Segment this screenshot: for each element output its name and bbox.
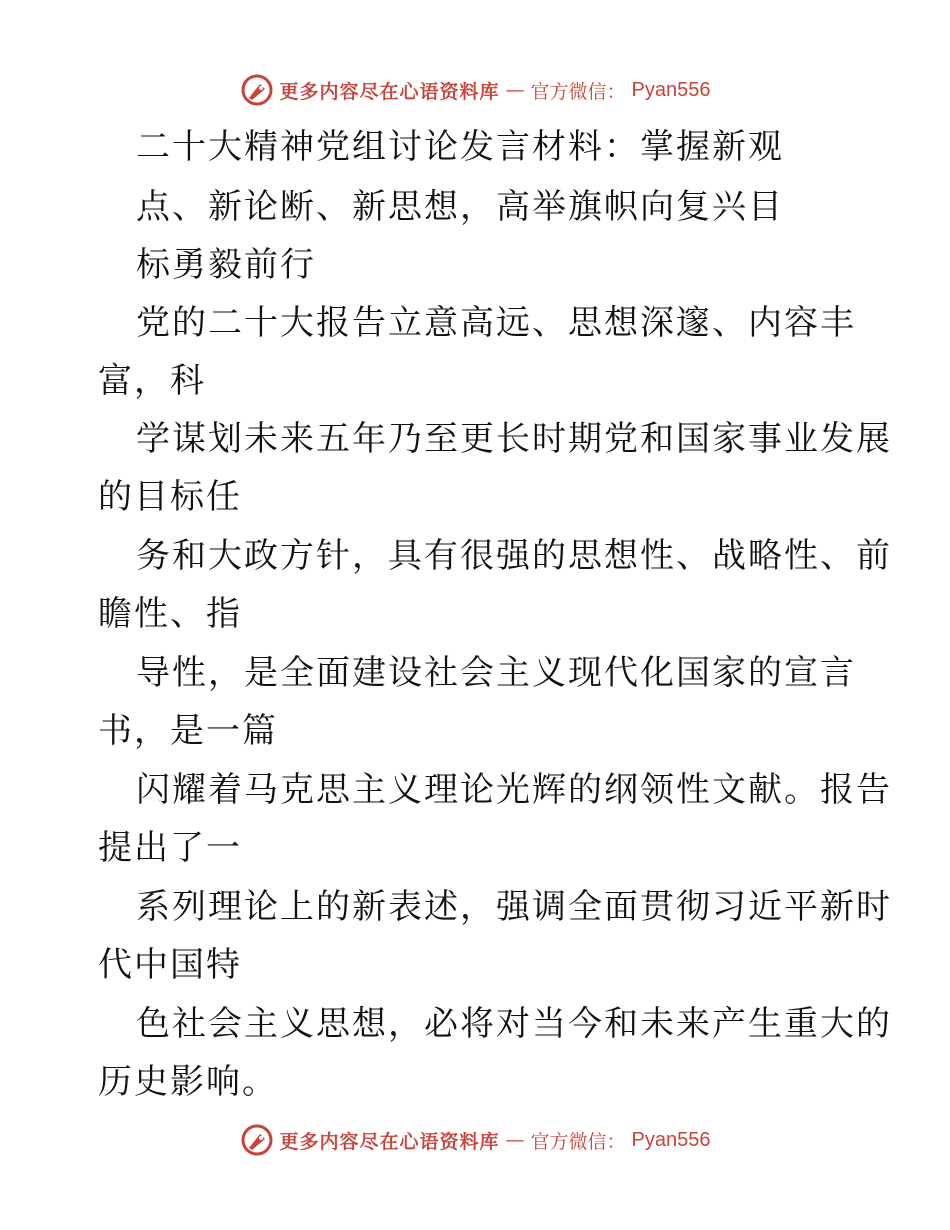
footer-banner <box>0 1120 950 1160</box>
title-line-2: 点、新论断、新思想，高举旗帜向复兴目 <box>136 187 784 227</box>
paragraph-line: 书，是一篇 <box>98 711 278 751</box>
paragraph-line: 色社会主义思想，必将对当今和未来产生重大的 <box>136 1004 892 1044</box>
paragraph-line: 务和大政方针，具有很强的思想性、战略性、前 <box>136 536 892 576</box>
banner-contact-label: 官方微信： <box>530 1130 626 1153</box>
banner-handle: Pyan556 <box>631 1128 711 1151</box>
paragraph-line: 的目标任 <box>98 477 242 517</box>
banner-handle: Pyan556 <box>631 78 711 101</box>
banner-contact-label: 官方微信： <box>530 80 626 103</box>
paragraph-line: 导性，是全面建设社会主义现代化国家的宣言 <box>136 653 856 693</box>
title-line-1: 二十大精神党组讨论发言材料：掌握新观 <box>136 127 784 167</box>
paragraph-line: 系列理论上的新表述，强调全面贯彻习近平新时 <box>136 887 892 927</box>
title-line-3: 标勇毅前行 <box>136 245 316 285</box>
paragraph-line: 提出了一 <box>98 828 242 868</box>
paragraph-line: 党的二十大报告立意高远、思想深邃、内容丰 <box>136 303 856 343</box>
banner-dash: — <box>505 1129 525 1151</box>
pen-nib-icon <box>240 73 274 107</box>
paragraph-line: 历史影响。 <box>98 1062 278 1102</box>
paragraph-line: 瞻性、指 <box>98 594 242 634</box>
header-banner <box>0 70 950 110</box>
banner-main-text: 更多内容尽在心语资料库 <box>279 1130 500 1153</box>
paragraph-line: 学谋划未来五年乃至更长时期党和国家事业发展 <box>136 419 892 459</box>
pen-nib-icon <box>240 1123 274 1157</box>
banner-main-text: 更多内容尽在心语资料库 <box>279 80 500 103</box>
paragraph-line: 闪耀着马克思主义理论光辉的纲领性文献。报告 <box>136 770 892 810</box>
paragraph-line: 代中国特 <box>98 945 242 985</box>
banner-dash: — <box>505 79 525 101</box>
paragraph-line: 富，科 <box>98 361 206 401</box>
